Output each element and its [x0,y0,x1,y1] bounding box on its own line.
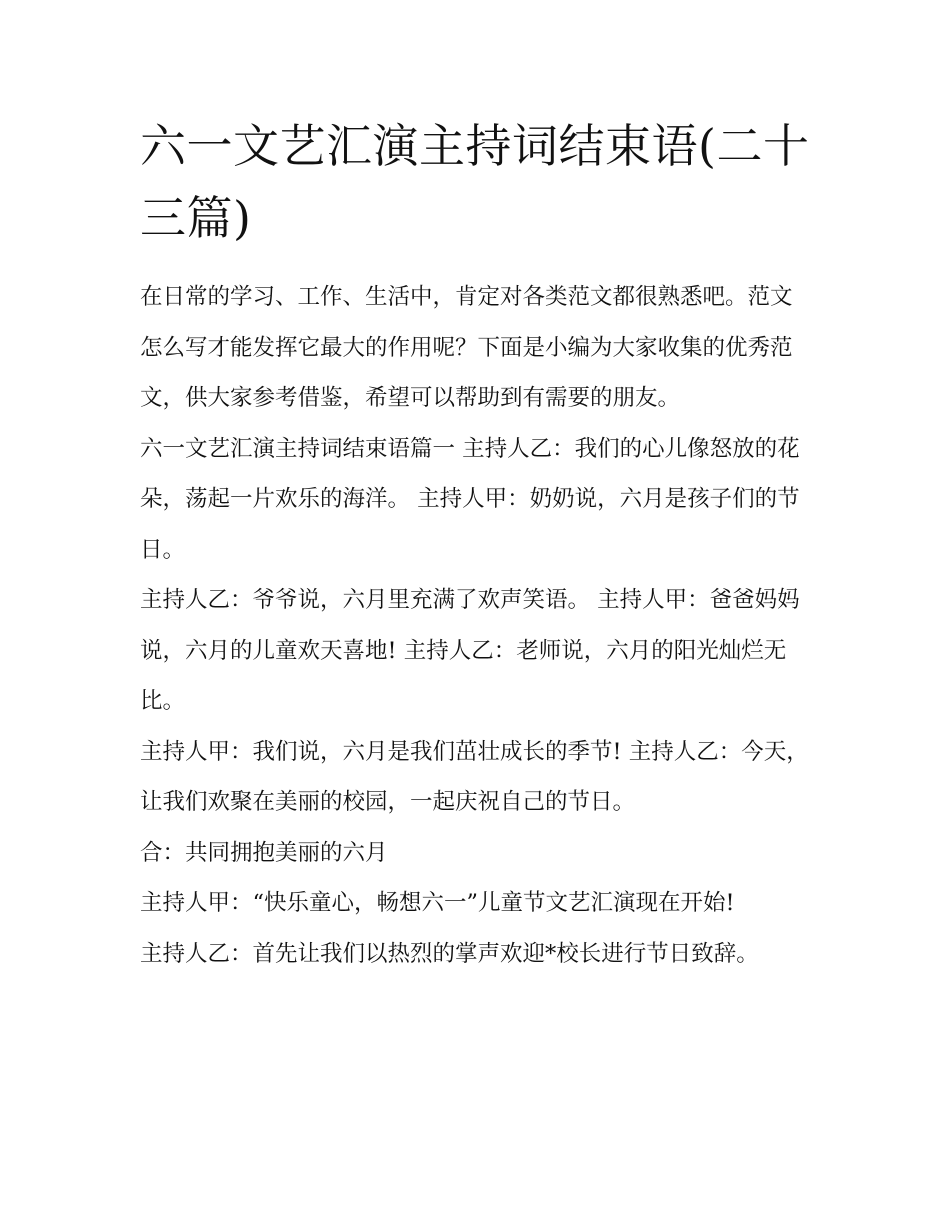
document-title: 六一文艺汇演主持词结束语(二十三篇) [140,119,810,245]
document-body [140,272,812,979]
paragraph-dialogue-1: 主持人乙：爷爷说，六月里充满了欢声笑语。 主持人甲：爸爸妈妈说，六月的儿童欢天喜地! 主持人乙：老师说，六月的阳光灿烂无比。 [140,587,800,714]
paragraph-start: 主持人甲：“快乐童心，畅想六一”儿童节文艺汇演现在开始! [140,890,735,916]
document-content [140,110,812,979]
paragraph-dialogue-2: 主持人甲：我们说，六月是我们茁壮成长的季节! 主持人乙：今天，让我们欢聚在美丽的校园，一起庆祝自己的节日。 [140,738,809,815]
paragraph-intro: 在日常的学习、工作、生活中，肯定对各类范文都很熟悉吧。范文怎么写才能发挥它最大的作用呢？下面是小编为大家收集的优秀范文，供大家参考借鉴，希望可以帮助到有需要的朋友。 [140,284,793,411]
paragraph-together: 合：共同拥抱美丽的六月 [140,839,388,866]
paragraph-opening: 六一文艺汇演主持词结束语篇一 主持人乙：我们的心儿像怒放的花朵，荡起一片欢乐的海洋。 主持人甲：奶奶说，六月是孩子们的节日。 [140,435,800,563]
paragraph-welcome: 主持人乙：首先让我们以热烈的掌声欢迎*校长进行节日致辞。 [140,940,759,967]
